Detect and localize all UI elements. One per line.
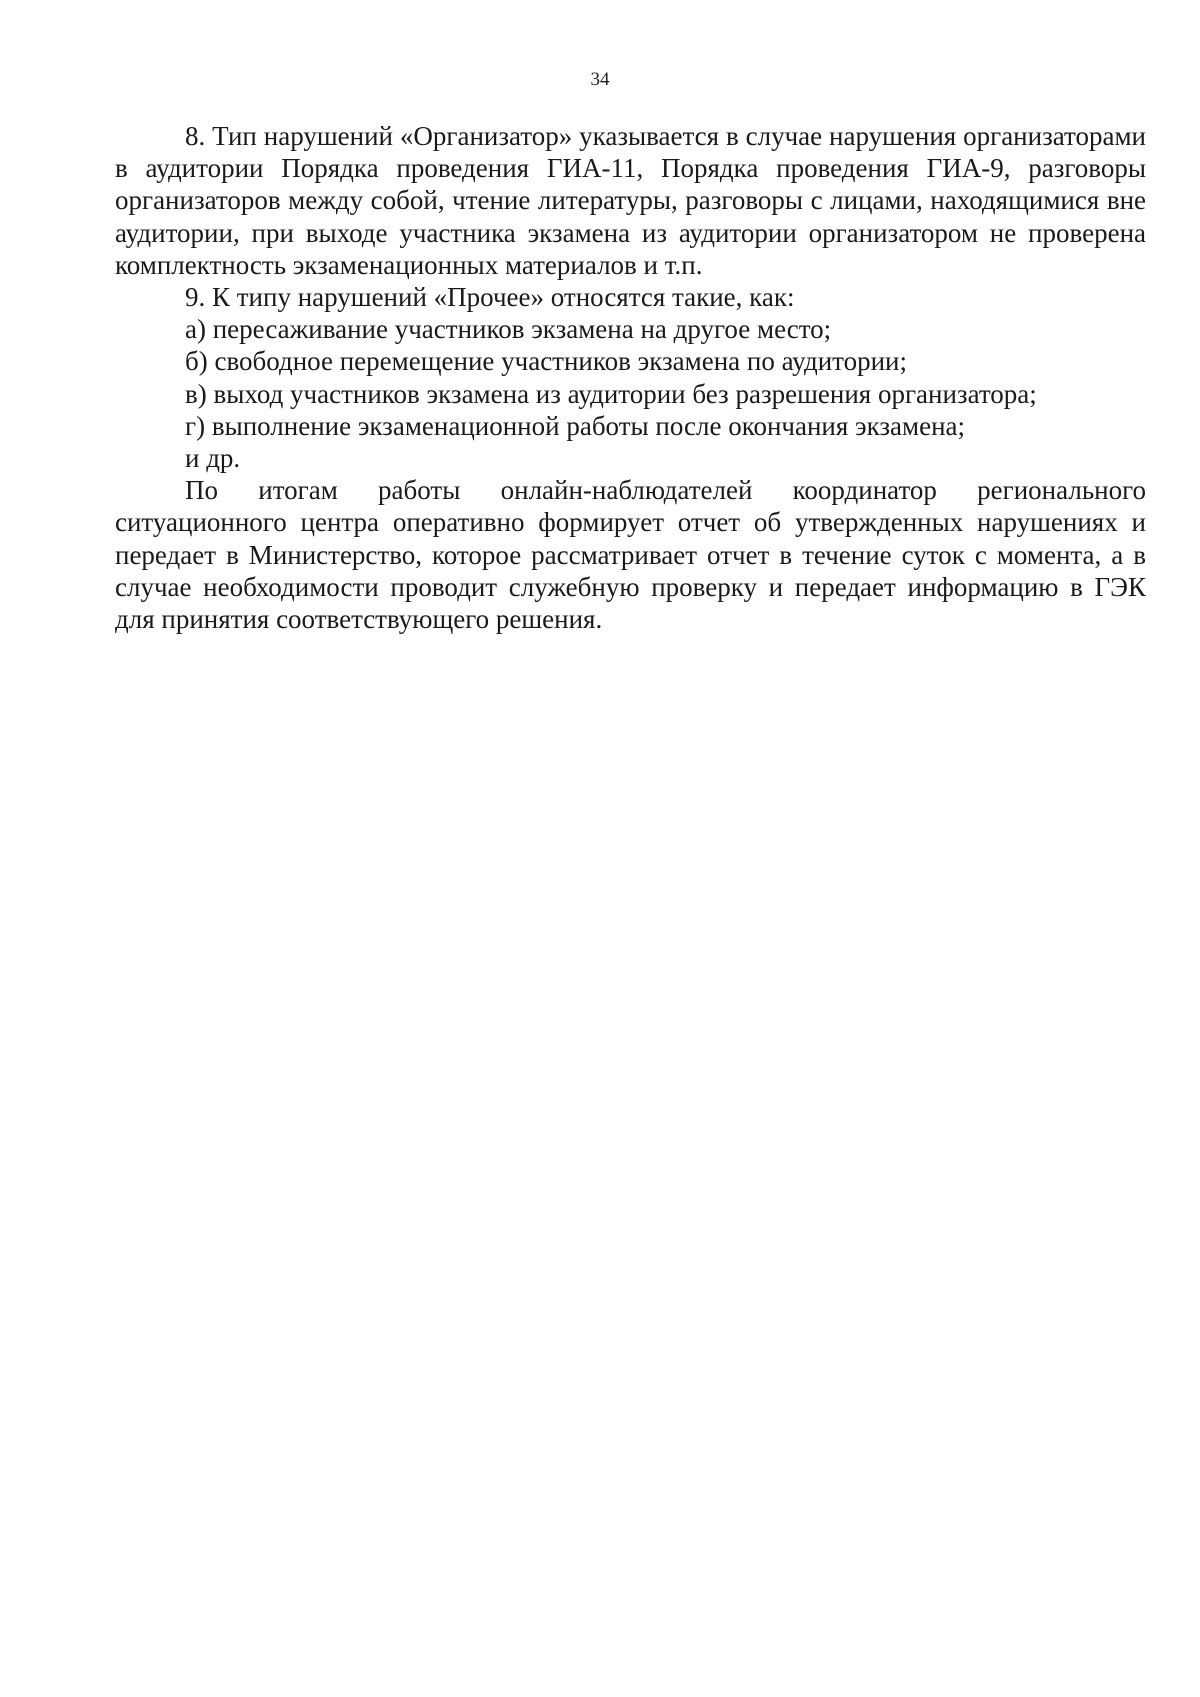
page-number: 34 xyxy=(590,69,610,90)
paragraph-final-report: По итогам работы онлайн-наблюдателей координатор регионального ситуационного центра оперативно формирует отчет об утвержденных нарушениях и передает в Министерство, которое рассматривает отчет в течение суток с момента, а в случае необходимости проводит служебную проверку и передает информацию в ГЭК для принятия соответствующего решения. xyxy=(115,475,1146,635)
list-item-g: г) выполнение экзаменационной работы после окончания экзамена; xyxy=(185,410,966,441)
paragraph-8-organizer-violations: 8. Тип нарушений «Организатор» указывается в случае нарушения организаторами в аудитории Порядка проведения ГИА-11, Порядка проведения ГИА-9, разговоры организаторов между собой, чтение литературы, разговоры с лицами, находящимися вне аудитории, при выходе участника экзамена из аудитории организатором не проверена комплектность экзаменационных материалов и т.п. xyxy=(115,121,1146,280)
document-body xyxy=(115,120,1146,635)
list-item-etc: и др. xyxy=(185,443,241,474)
list-item-a: а) пересаживание участников экзамена на другое место; xyxy=(185,314,832,345)
list-item-b: б) свободное перемещение участников экзамена по аудитории; xyxy=(185,346,908,377)
paragraph-9-other-violations: 9. К типу нарушений «Прочее» относятся такие, как: xyxy=(185,282,795,313)
list-item-v: в) выход участников экзамена из аудитории без разрешения организатора; xyxy=(185,378,1037,409)
